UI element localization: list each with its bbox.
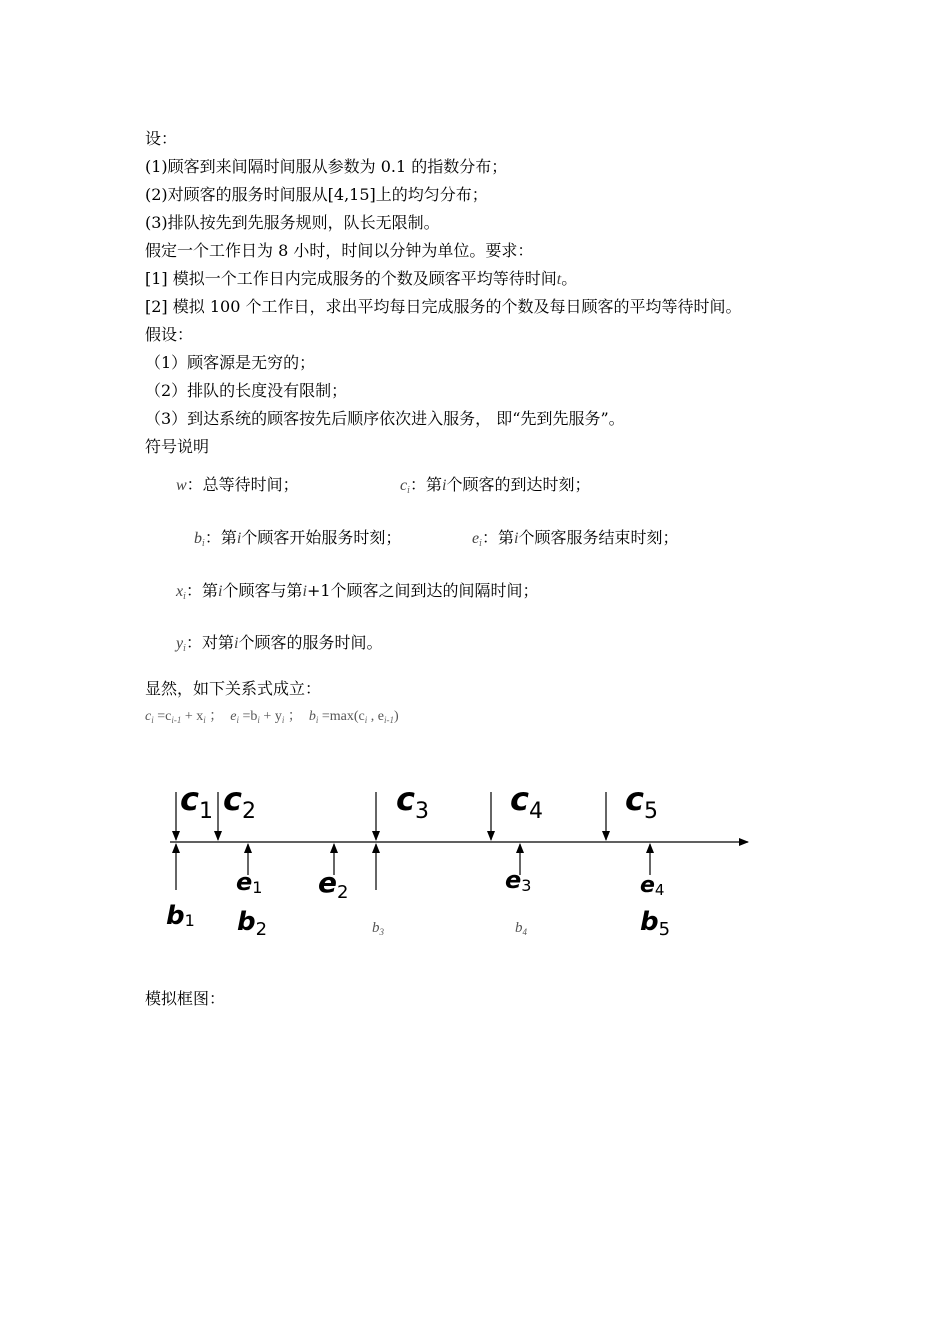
symbol-b-desc-a: ：第 <box>204 528 237 547</box>
para-assume-1: （1）顾客源是无穷的； <box>145 353 316 372</box>
formula-2-eq: =b <box>239 709 258 724</box>
para-setup: 设： <box>145 129 178 148</box>
label-c3: $c_3$ <box>396 780 429 824</box>
para-condition-3: (3)排队按先到先服务规则，队长无限制。 <box>145 213 440 232</box>
symbol-y-var: y <box>176 635 184 652</box>
symbol-x-var: x <box>176 583 184 600</box>
timeline-diagram <box>0 760 950 960</box>
symbol-y-desc-b: 个顾客的服务时间。 <box>238 633 383 652</box>
symbol-b-sub: i <box>202 539 205 549</box>
symbol-x-sub: i <box>183 592 186 602</box>
symbol-y-desc-a: ：对第 <box>186 633 235 652</box>
formula-3-close: ) <box>393 709 399 724</box>
formula-2-sub3: i <box>281 715 285 725</box>
symbol-e-sub: i <box>479 539 482 549</box>
formula-1-lhs: c <box>145 709 152 724</box>
relation-heading: 显然，如下关系式成立： <box>145 679 322 698</box>
formula-3-sub2: i <box>364 715 368 725</box>
symbol-b-i: i <box>236 530 242 547</box>
label-c4: $c_4$ <box>510 780 543 824</box>
symbol-w-var: w <box>176 477 187 494</box>
para-requirement-2: [2] 模拟 100 个工作日，求出平均每日完成服务的个数及每日顾客的平均等待时间。 <box>145 297 742 316</box>
formula-sep-1: ； <box>205 709 224 724</box>
footer-flowchart-heading: 模拟框图： <box>145 989 226 1008</box>
para-condition-1: (1)顾客到来间隔时间服从参数为 0.1 的指数分布； <box>145 157 508 176</box>
para-condition-2: (2)对顾客的服务时间服从[4,15]上的均匀分布； <box>145 185 488 204</box>
relation-formulas <box>145 706 399 731</box>
para-requirement-1 <box>145 268 577 291</box>
label-c5: $c_5$ <box>625 780 658 824</box>
formula-3-lhs: b <box>308 709 316 724</box>
formula-3-comma: , e <box>367 709 384 724</box>
requirement-1-end: 。 <box>561 269 578 288</box>
para-assume-2: （2）排队的长度没有限制； <box>145 381 348 400</box>
formula-3-sub3: i-1 <box>383 715 394 725</box>
symbol-y-i: i <box>234 635 239 652</box>
symbol-e-desc-b: 个顾客服务结束时刻； <box>518 528 679 547</box>
formula-2-lhs: e <box>230 709 237 724</box>
label-b4: $b_4$ <box>515 920 527 937</box>
label-e1: e1 <box>236 868 263 897</box>
label-e4: e4 <box>640 873 665 899</box>
label-b1: b1 <box>166 901 195 931</box>
formula-2-plus: + y <box>259 709 282 724</box>
formula-2-sub2: i <box>257 715 260 725</box>
label-b2: b2 <box>237 907 268 940</box>
symbol-x-i: i <box>218 583 223 600</box>
formula-1-sub3: i <box>203 715 206 725</box>
symbol-b-var: b <box>194 530 202 547</box>
formula-3-eq: =max(c <box>318 709 365 724</box>
para-workday: 假定一个工作日为 8 小时，时间以分钟为单位。要求： <box>145 241 534 260</box>
symbol-y-sub: i <box>183 644 186 654</box>
formula-1-lhs-sub: i <box>151 715 154 725</box>
para-assume-3: （3）到达系统的顾客按先后顺序依次进入服务， 即“先到先服务”。 <box>145 409 625 428</box>
formula-sep-2: ； <box>284 709 302 724</box>
formula-1-plus: + x <box>181 709 204 724</box>
symbol-x-plus-one: +1 <box>306 581 331 600</box>
symbol-c-i: i <box>442 477 447 494</box>
para-symbols-heading: 符号说明 <box>145 437 210 456</box>
symbol-x-i-next: i <box>302 583 307 600</box>
symbol-b <box>194 527 401 555</box>
symbol-e-i: i <box>514 530 519 547</box>
symbol-x <box>176 580 539 608</box>
symbol-c-desc-a: ：第 <box>410 475 443 494</box>
symbol-w <box>176 474 299 497</box>
symbol-e <box>472 527 678 555</box>
symbol-x-desc-b: 个顾客与第 <box>222 581 303 600</box>
symbol-x-desc-a: ：第 <box>186 581 219 600</box>
symbol-x-desc-c: 个顾客之间到达的间隔时间； <box>330 581 539 600</box>
formula-1-eq: =c <box>153 709 172 724</box>
formula-1-sub2: i-1 <box>171 715 182 725</box>
var-t: t <box>556 271 562 288</box>
symbol-e-var: e <box>472 530 480 547</box>
symbol-w-desc: ：总等待时间； <box>186 475 299 494</box>
label-b3: $b_3$ <box>372 920 384 937</box>
symbol-c <box>400 474 590 502</box>
symbol-y <box>176 632 382 660</box>
label-b5: b5 <box>640 907 671 940</box>
label-c2: $c_2$ <box>223 780 256 824</box>
symbol-b-desc-b: 个顾客开始服务时刻； <box>241 528 402 547</box>
label-e2: $e_2$ <box>318 866 349 903</box>
label-e3: e3 <box>505 866 532 895</box>
requirement-1-text: [1] 模拟一个工作日内完成服务的个数及顾客平均等待时间 <box>145 269 557 288</box>
symbol-c-desc-b: 个顾客的到达时刻； <box>446 475 591 494</box>
symbol-c-var: c <box>400 477 408 494</box>
label-c1: $c_1$ <box>180 780 213 824</box>
para-assume: 假设： <box>145 325 194 344</box>
symbol-c-sub: i <box>407 486 410 496</box>
formula-2-lhs-sub: i <box>236 715 239 725</box>
symbol-e-desc-a: ：第 <box>482 528 515 547</box>
formula-3-lhs-sub: i <box>315 715 319 725</box>
